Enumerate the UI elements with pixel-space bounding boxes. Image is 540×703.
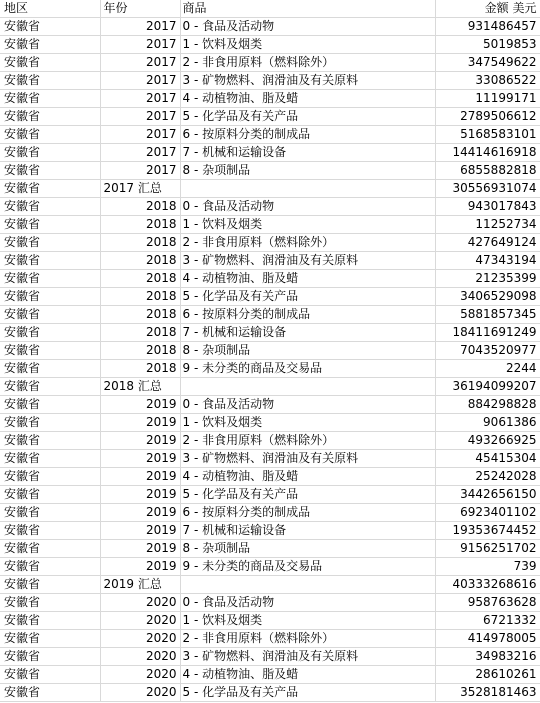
goods-cell[interactable]: 1 - 饮料及烟类	[180, 414, 435, 432]
goods-cell[interactable]: 0 - 食品及活动物	[180, 198, 435, 216]
amount-cell[interactable]: 14414616918	[435, 144, 540, 162]
goods-cell[interactable]: 5 - 化学品及有关产品	[180, 684, 435, 702]
region-cell[interactable]: 安徽省	[0, 630, 100, 648]
region-cell[interactable]: 安徽省	[0, 324, 100, 342]
table-row	[0, 594, 540, 612]
year-cell[interactable]: 2017	[100, 54, 180, 72]
table-row	[0, 648, 540, 666]
region-cell[interactable]: 安徽省	[0, 18, 100, 36]
amount-cell[interactable]: 427649124	[435, 234, 540, 252]
amount-cell[interactable]: 884298828	[435, 396, 540, 414]
year-cell[interactable]: 2019	[100, 396, 180, 414]
year-cell[interactable]: 2020	[100, 612, 180, 630]
year-cell[interactable]: 2019	[100, 468, 180, 486]
header-region[interactable]: 地区	[0, 0, 100, 18]
table-row	[0, 612, 540, 630]
table-row	[0, 54, 540, 72]
goods-cell[interactable]: 4 - 动植物油、脂及蜡	[180, 666, 435, 684]
table-row	[0, 288, 540, 306]
amount-cell[interactable]: 11252734	[435, 216, 540, 234]
year-cell[interactable]: 2017	[100, 18, 180, 36]
amount-cell[interactable]: 34983216	[435, 648, 540, 666]
region-cell[interactable]: 安徽省	[0, 468, 100, 486]
table-row	[0, 540, 540, 558]
table-row	[0, 234, 540, 252]
goods-cell[interactable]: 5 - 化学品及有关产品	[180, 486, 435, 504]
goods-cell[interactable]: 0 - 食品及活动物	[180, 396, 435, 414]
amount-cell[interactable]: 11199171	[435, 90, 540, 108]
region-cell[interactable]: 安徽省	[0, 396, 100, 414]
year-cell[interactable]: 2018	[100, 234, 180, 252]
region-cell[interactable]: 安徽省	[0, 558, 100, 576]
region-cell[interactable]: 安徽省	[0, 180, 100, 198]
region-cell[interactable]: 安徽省	[0, 306, 100, 324]
goods-cell[interactable]: 0 - 食品及活动物	[180, 594, 435, 612]
region-cell[interactable]: 安徽省	[0, 540, 100, 558]
amount-cell[interactable]: 7043520977	[435, 342, 540, 360]
amount-cell[interactable]: 2789506612	[435, 108, 540, 126]
table-row	[0, 360, 540, 378]
region-cell[interactable]: 安徽省	[0, 234, 100, 252]
region-cell[interactable]: 安徽省	[0, 216, 100, 234]
region-cell[interactable]: 安徽省	[0, 576, 100, 594]
table-row	[0, 522, 540, 540]
region-cell[interactable]: 安徽省	[0, 666, 100, 684]
amount-cell[interactable]: 25242028	[435, 468, 540, 486]
region-cell[interactable]: 安徽省	[0, 450, 100, 468]
amount-cell[interactable]: 21235399	[435, 270, 540, 288]
table-row	[0, 684, 540, 702]
year-cell[interactable]: 2018	[100, 342, 180, 360]
table-row	[0, 324, 540, 342]
goods-cell[interactable]: 4 - 动植物油、脂及蜡	[180, 90, 435, 108]
goods-cell[interactable]: 1 - 饮料及烟类	[180, 612, 435, 630]
goods-cell[interactable]: 5 - 化学品及有关产品	[180, 108, 435, 126]
table-row	[0, 252, 540, 270]
region-cell[interactable]: 安徽省	[0, 54, 100, 72]
summary-row	[0, 576, 540, 594]
goods-cell[interactable]: 6 - 按原料分类的制成品	[180, 504, 435, 522]
amount-cell[interactable]: 5168583101	[435, 126, 540, 144]
region-cell[interactable]: 安徽省	[0, 378, 100, 396]
table-row	[0, 198, 540, 216]
region-cell[interactable]: 安徽省	[0, 72, 100, 90]
year-cell[interactable]: 2018	[100, 270, 180, 288]
amount-cell[interactable]: 943017843	[435, 198, 540, 216]
table-row	[0, 558, 540, 576]
amount-cell[interactable]: 3406529098	[435, 288, 540, 306]
goods-cell[interactable]: 7 - 机械和运输设备	[180, 144, 435, 162]
goods-cell[interactable]: 6 - 按原料分类的制成品	[180, 306, 435, 324]
goods-cell[interactable]: 7 - 机械和运输设备	[180, 522, 435, 540]
table-row	[0, 216, 540, 234]
goods-cell[interactable]: 1 - 饮料及烟类	[180, 216, 435, 234]
year-cell[interactable]: 2019	[100, 558, 180, 576]
year-cell[interactable]: 2017	[100, 72, 180, 90]
year-cell[interactable]: 2018	[100, 198, 180, 216]
amount-cell[interactable]: 9061386	[435, 414, 540, 432]
region-cell[interactable]: 安徽省	[0, 414, 100, 432]
header-row	[0, 0, 540, 18]
year-cell[interactable]: 2018 汇总	[100, 378, 180, 396]
year-cell[interactable]: 2020	[100, 684, 180, 702]
amount-cell[interactable]: 6721332	[435, 612, 540, 630]
summary-row	[0, 180, 540, 198]
table-row	[0, 144, 540, 162]
region-cell[interactable]: 安徽省	[0, 198, 100, 216]
year-cell[interactable]: 2017 汇总	[100, 180, 180, 198]
summary-row	[0, 378, 540, 396]
amount-cell[interactable]: 958763628	[435, 594, 540, 612]
region-cell[interactable]: 安徽省	[0, 522, 100, 540]
goods-cell[interactable]: 6 - 按原料分类的制成品	[180, 126, 435, 144]
year-cell[interactable]: 2018	[100, 288, 180, 306]
region-cell[interactable]: 安徽省	[0, 36, 100, 54]
goods-cell[interactable]: 9 - 未分类的商品及交易品	[180, 360, 435, 378]
table-row	[0, 108, 540, 126]
amount-cell[interactable]: 28610261	[435, 666, 540, 684]
amount-cell[interactable]: 5881857345	[435, 306, 540, 324]
region-cell[interactable]: 安徽省	[0, 504, 100, 522]
table-row	[0, 18, 540, 36]
header-goods[interactable]: 商品	[180, 0, 435, 18]
region-cell[interactable]: 安徽省	[0, 108, 100, 126]
amount-cell[interactable]: 18411691249	[435, 324, 540, 342]
table-row	[0, 450, 540, 468]
year-cell[interactable]: 2017	[100, 108, 180, 126]
year-cell[interactable]: 2019	[100, 486, 180, 504]
year-cell[interactable]: 2020	[100, 648, 180, 666]
goods-cell[interactable]: 0 - 食品及活动物	[180, 18, 435, 36]
region-cell[interactable]: 安徽省	[0, 594, 100, 612]
year-cell[interactable]: 2019	[100, 450, 180, 468]
table-row	[0, 468, 540, 486]
goods-cell[interactable]: 2 - 非食用原料（燃料除外）	[180, 432, 435, 450]
table-row	[0, 270, 540, 288]
table-row	[0, 486, 540, 504]
goods-cell[interactable]: 7 - 机械和运输设备	[180, 324, 435, 342]
region-cell[interactable]: 安徽省	[0, 144, 100, 162]
year-cell[interactable]: 2020	[100, 630, 180, 648]
goods-cell[interactable]: 4 - 动植物油、脂及蜡	[180, 468, 435, 486]
year-cell[interactable]: 2019	[100, 432, 180, 450]
amount-cell[interactable]: 6855882818	[435, 162, 540, 180]
amount-cell[interactable]: 3442656150	[435, 486, 540, 504]
year-cell[interactable]: 2019	[100, 414, 180, 432]
year-cell[interactable]: 2019	[100, 504, 180, 522]
amount-cell[interactable]: 2244	[435, 360, 540, 378]
table-row	[0, 432, 540, 450]
table-row	[0, 72, 540, 90]
goods-cell[interactable]: 3 - 矿物燃料、润滑油及有关原料	[180, 72, 435, 90]
year-cell[interactable]: 2017	[100, 90, 180, 108]
header-year[interactable]: 年份	[100, 0, 180, 18]
year-cell[interactable]: 2017	[100, 144, 180, 162]
region-cell[interactable]: 安徽省	[0, 288, 100, 306]
region-cell[interactable]: 安徽省	[0, 360, 100, 378]
region-cell[interactable]: 安徽省	[0, 684, 100, 702]
table-row	[0, 126, 540, 144]
amount-cell[interactable]: 36194099207	[435, 378, 540, 396]
amount-cell[interactable]: 45415304	[435, 450, 540, 468]
amount-cell[interactable]: 739	[435, 558, 540, 576]
region-cell[interactable]: 安徽省	[0, 612, 100, 630]
header-amount[interactable]: 金额 美元	[435, 0, 540, 18]
goods-cell[interactable]: 8 - 杂项制品	[180, 342, 435, 360]
year-cell[interactable]: 2017	[100, 126, 180, 144]
table-row	[0, 414, 540, 432]
goods-cell[interactable]	[180, 180, 435, 198]
region-cell[interactable]: 安徽省	[0, 342, 100, 360]
region-cell[interactable]: 安徽省	[0, 486, 100, 504]
amount-cell[interactable]: 47343194	[435, 252, 540, 270]
goods-cell[interactable]	[180, 576, 435, 594]
table-row	[0, 666, 540, 684]
year-cell[interactable]: 2019 汇总	[100, 576, 180, 594]
amount-cell[interactable]: 30556931074	[435, 180, 540, 198]
table-row	[0, 162, 540, 180]
goods-cell[interactable]: 3 - 矿物燃料、润滑油及有关原料	[180, 252, 435, 270]
year-cell[interactable]: 2017	[100, 162, 180, 180]
year-cell[interactable]: 2018	[100, 306, 180, 324]
table-row	[0, 342, 540, 360]
amount-cell[interactable]: 493266925	[435, 432, 540, 450]
table-row	[0, 306, 540, 324]
goods-cell[interactable]: 5 - 化学品及有关产品	[180, 288, 435, 306]
region-cell[interactable]: 安徽省	[0, 252, 100, 270]
amount-cell[interactable]: 931486457	[435, 18, 540, 36]
table-row	[0, 396, 540, 414]
goods-cell[interactable]	[180, 378, 435, 396]
region-cell[interactable]: 安徽省	[0, 126, 100, 144]
amount-cell[interactable]: 5019853	[435, 36, 540, 54]
region-cell[interactable]: 安徽省	[0, 432, 100, 450]
year-cell[interactable]: 2020	[100, 594, 180, 612]
goods-cell[interactable]: 3 - 矿物燃料、润滑油及有关原料	[180, 450, 435, 468]
year-cell[interactable]: 2019	[100, 522, 180, 540]
region-cell[interactable]: 安徽省	[0, 270, 100, 288]
table-row	[0, 630, 540, 648]
region-cell[interactable]: 安徽省	[0, 90, 100, 108]
goods-cell[interactable]: 8 - 杂项制品	[180, 540, 435, 558]
amount-cell[interactable]: 414978005	[435, 630, 540, 648]
table-row	[0, 36, 540, 54]
amount-cell[interactable]: 33086522	[435, 72, 540, 90]
table-row	[0, 504, 540, 522]
amount-cell[interactable]: 40333268616	[435, 576, 540, 594]
region-cell[interactable]: 安徽省	[0, 162, 100, 180]
amount-cell[interactable]: 19353674452	[435, 522, 540, 540]
amount-cell[interactable]: 347549622	[435, 54, 540, 72]
goods-cell[interactable]: 2 - 非食用原料（燃料除外）	[180, 234, 435, 252]
year-cell[interactable]: 2017	[100, 36, 180, 54]
goods-cell[interactable]: 1 - 饮料及烟类	[180, 36, 435, 54]
goods-cell[interactable]: 2 - 非食用原料（燃料除外）	[180, 630, 435, 648]
goods-cell[interactable]: 9 - 未分类的商品及交易品	[180, 558, 435, 576]
year-cell[interactable]: 2018	[100, 324, 180, 342]
year-cell[interactable]: 2018	[100, 252, 180, 270]
region-cell[interactable]: 安徽省	[0, 648, 100, 666]
goods-cell[interactable]: 3 - 矿物燃料、润滑油及有关原料	[180, 648, 435, 666]
table-row	[0, 90, 540, 108]
year-cell[interactable]: 2019	[100, 540, 180, 558]
amount-cell[interactable]: 9156251702	[435, 540, 540, 558]
amount-cell[interactable]: 6923401102	[435, 504, 540, 522]
year-cell[interactable]: 2018	[100, 360, 180, 378]
goods-cell[interactable]: 4 - 动植物油、脂及蜡	[180, 270, 435, 288]
amount-cell[interactable]: 3528181463	[435, 684, 540, 702]
year-cell[interactable]: 2018	[100, 216, 180, 234]
year-cell[interactable]: 2020	[100, 666, 180, 684]
goods-cell[interactable]: 2 - 非食用原料（燃料除外）	[180, 54, 435, 72]
goods-cell[interactable]: 8 - 杂项制品	[180, 162, 435, 180]
